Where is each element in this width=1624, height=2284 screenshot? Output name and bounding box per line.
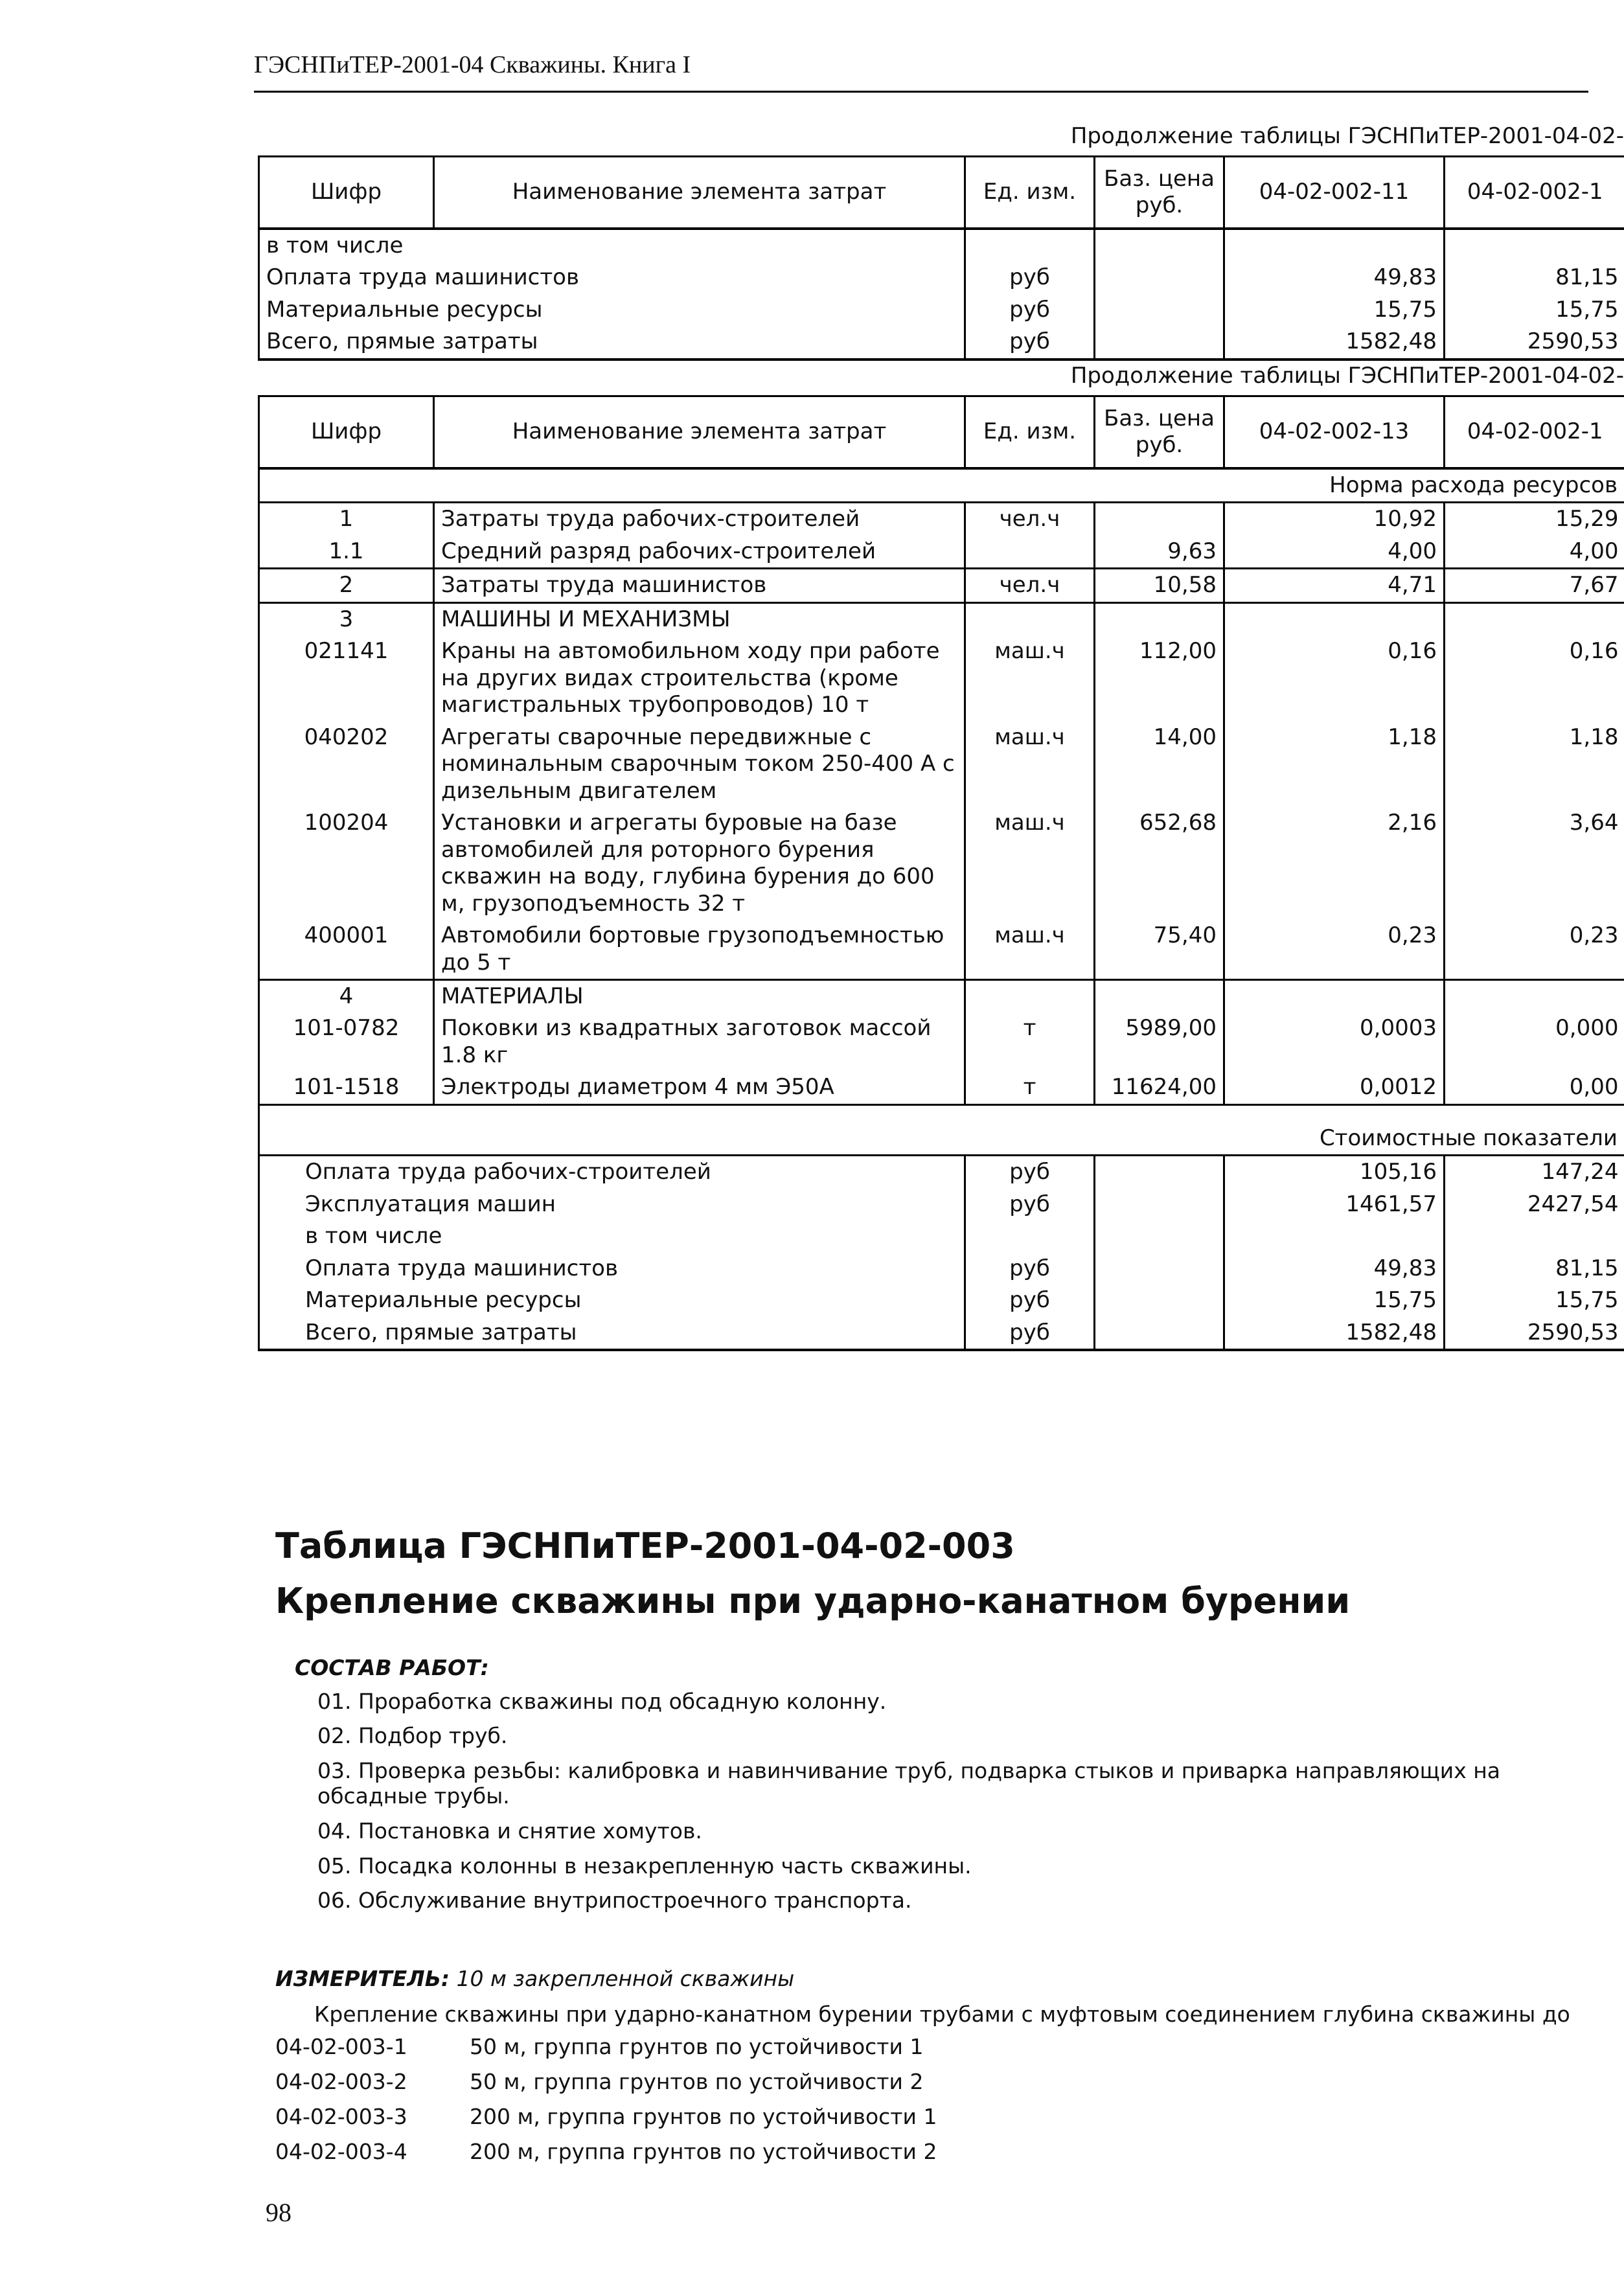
row-v1: 0,23: [1224, 920, 1445, 979]
table-row: [259, 1317, 1624, 1350]
row-code: 4: [259, 979, 434, 1012]
code-text: 200 м, группа грунтов по устойчивости 2: [470, 2139, 937, 2164]
list-item: [275, 2069, 937, 2104]
row-v2: 3,64: [1445, 807, 1624, 920]
row-unit: [965, 229, 1095, 262]
row-price: 75,40: [1095, 920, 1224, 979]
row-v1: 105,16: [1224, 1156, 1445, 1189]
row-code: 2: [259, 569, 434, 602]
row-name: Оплата труда машинистов: [259, 262, 965, 293]
code-text: 50 м, группа грунтов по устойчивости 2: [470, 2069, 924, 2094]
row-v2: [1445, 1220, 1624, 1252]
table-2-header-row: [259, 396, 1624, 469]
table-row: [259, 1253, 1624, 1285]
row-name: Средний разряд рабочих-строителей: [434, 536, 965, 569]
row-price: 10,58: [1095, 569, 1224, 602]
row-unit: руб: [965, 1317, 1095, 1350]
table-row: [259, 326, 1624, 359]
measure-label: ИЗМЕРИТЕЛЬ:: [275, 1966, 450, 1991]
row-code: 1: [259, 503, 434, 536]
row-price: 5989,00: [1095, 1012, 1224, 1071]
row-v1: 4,71: [1224, 569, 1445, 602]
list-item: [275, 2139, 937, 2174]
table-row: [259, 229, 1624, 262]
row-v2: 2590,53: [1445, 1317, 1624, 1350]
row-name: Эксплуатация машин: [259, 1189, 965, 1220]
row-name: Установки и агрегаты буровые на базе автомобилей для роторного бурения скважин на воду, глубина бурения до 600 м, грузоподъемность 32 т: [434, 807, 965, 920]
row-unit: [965, 1220, 1095, 1252]
col-header-v2: 04-02-002-1: [1445, 157, 1624, 229]
row-v1: 10,92: [1224, 503, 1445, 536]
row-unit: чел.ч: [965, 569, 1095, 602]
row-unit: руб: [965, 326, 1095, 359]
row-v1: 49,83: [1224, 1253, 1445, 1285]
row-v2: 15,75: [1445, 1285, 1624, 1316]
row-name: Материальные ресурсы: [259, 1285, 965, 1316]
row-unit: маш.ч: [965, 722, 1095, 807]
norm-label: Норма расхода ресурсов: [259, 468, 1624, 503]
table-title: Таблица ГЭСНПиТЕР-2001-04-02-003: [275, 1525, 1015, 1566]
table-1-header-row: [259, 157, 1624, 229]
col-header-code: Шифр: [259, 157, 434, 229]
row-v1: 1,18: [1224, 722, 1445, 807]
table-row: [259, 602, 1624, 635]
row-v2: 2427,54: [1445, 1189, 1624, 1220]
row-unit: руб: [965, 1285, 1095, 1316]
code: 04-02-003-3: [275, 2104, 407, 2129]
row-v2: 1,18: [1445, 722, 1624, 807]
table-row: [259, 536, 1624, 569]
row-price: [1095, 602, 1224, 635]
row-v2: [1445, 979, 1624, 1012]
table-row: [259, 920, 1624, 979]
measure: [275, 1966, 794, 1991]
row-v2: [1445, 602, 1624, 635]
section-subtitle: Крепление скважины при ударно-канатном бурении: [275, 1581, 1351, 1621]
row-name: Агрегаты сварочные передвижные с номинальным сварочным током 250-400 А с дизельным двигателем: [434, 722, 965, 807]
row-price: 11624,00: [1095, 1071, 1224, 1104]
row-price: [1095, 229, 1224, 262]
row-unit: руб: [965, 262, 1095, 293]
table-row: [259, 635, 1624, 721]
row-unit: [965, 536, 1095, 569]
table-row: [259, 1220, 1624, 1252]
row-unit: маш.ч: [965, 920, 1095, 979]
table-2: [258, 363, 1624, 1351]
table-row: [259, 722, 1624, 807]
row-name: Электроды диаметром 4 мм Э50А: [434, 1071, 965, 1104]
list-item: [275, 2034, 937, 2069]
row-v1: [1224, 602, 1445, 635]
row-code: 101-1518: [259, 1071, 434, 1104]
col-header-unit: Ед. изм.: [965, 157, 1095, 229]
table-row: [259, 1012, 1624, 1071]
col-header-name: Наименование элемента затрат: [434, 157, 965, 229]
composition-item: 03. Проверка резьбы: калибровка и навинчивание труб, подварка стыков и приварка направляющих на обсадные трубы.: [317, 1757, 1501, 1809]
row-unit: т: [965, 1071, 1095, 1104]
composition-item: 01. Проработка скважины под обсадную колонну.: [317, 1688, 887, 1714]
table-row: [259, 979, 1624, 1012]
code-list: [275, 2034, 937, 2174]
table-1: [258, 123, 1624, 361]
row-v2: 15,29: [1445, 503, 1624, 536]
composition: [275, 1655, 1616, 1923]
col-header-v1: 04-02-002-13: [1224, 396, 1445, 469]
table-row: [259, 807, 1624, 920]
row-code: 1.1: [259, 536, 434, 569]
composition-item: 02. Подбор труб.: [317, 1723, 508, 1749]
row-v1: 2,16: [1224, 807, 1445, 920]
row-name: Оплата труда рабочих-строителей: [259, 1156, 965, 1189]
row-name: в том числе: [259, 229, 965, 262]
row-v2: 0,16: [1445, 635, 1624, 721]
row-unit: руб: [965, 1189, 1095, 1220]
composition-item: 04. Постановка и снятие хомутов.: [317, 1818, 702, 1844]
row-v1: 1582,48: [1224, 326, 1445, 359]
row-v2: 15,75: [1445, 294, 1624, 326]
row-name: Поковки из квадратных заготовок массой 1.8 кг: [434, 1012, 965, 1071]
row-v1: 15,75: [1224, 1285, 1445, 1316]
table-2-continuation: Продолжение таблицы ГЭСНПиТЕР-2001-04-02-: [1070, 363, 1624, 389]
row-unit: руб: [965, 294, 1095, 326]
row-v1: [1224, 979, 1445, 1012]
row-name: Материальные ресурсы: [259, 294, 965, 326]
row-unit: руб: [965, 1156, 1095, 1189]
row-price: [1095, 294, 1224, 326]
row-v1: 0,16: [1224, 635, 1445, 721]
row-v2: 4,00: [1445, 536, 1624, 569]
table-row: [259, 1156, 1624, 1189]
cost-label: Стоимостные показатели: [259, 1104, 1624, 1155]
row-v2: [1445, 229, 1624, 262]
row-name: Краны на автомобильном ходу при работе на других видах строительства (кроме магистральных трубопроводов) 10 т: [434, 635, 965, 721]
composition-heading: СОСТАВ РАБОТ:: [295, 1655, 489, 1680]
table-1-continuation: Продолжение таблицы ГЭСНПиТЕР-2001-04-02-: [1070, 123, 1624, 149]
description: Крепление скважины при ударно-канатном бурении трубами с муфтовым соединением глубина скважины до: [314, 2002, 1570, 2027]
row-v1: 4,00: [1224, 536, 1445, 569]
row-name: МАТЕРИАЛЫ: [434, 979, 965, 1012]
table-row: [259, 503, 1624, 536]
row-name: Затраты труда машинистов: [434, 569, 965, 602]
row-name: МАШИНЫ И МЕХАНИЗМЫ: [434, 602, 965, 635]
table-2-grid: [258, 395, 1624, 1351]
row-code: 021141: [259, 635, 434, 721]
measure-value: 10 м закрепленной скважины: [456, 1966, 795, 1991]
row-name: в том числе: [259, 1220, 965, 1252]
row-name: Всего, прямые затраты: [259, 1317, 965, 1350]
row-unit: [965, 979, 1095, 1012]
col-header-unit: Ед. изм.: [965, 396, 1095, 469]
row-v2: 0,23: [1445, 920, 1624, 979]
row-v1: 1461,57: [1224, 1189, 1445, 1220]
row-v2: 0,000: [1445, 1012, 1624, 1071]
col-header-v1: 04-02-002-11: [1224, 157, 1445, 229]
code: 04-02-003-1: [275, 2034, 407, 2059]
col-header-price: Баз. цена руб.: [1095, 396, 1224, 469]
col-header-price: Баз. цена руб.: [1095, 157, 1224, 229]
row-name: Оплата труда машинистов: [259, 1253, 965, 1285]
row-v1: [1224, 229, 1445, 262]
code-text: 200 м, группа грунтов по устойчивости 1: [470, 2104, 937, 2129]
row-name: Автомобили бортовые грузоподъемностью до 5 т: [434, 920, 965, 979]
row-v2: 2590,53: [1445, 326, 1624, 359]
composition-item: 06. Обслуживание внутрипостроечного транспорта.: [317, 1888, 912, 1913]
row-unit: маш.ч: [965, 635, 1095, 721]
row-v2: 147,24: [1445, 1156, 1624, 1189]
row-code: 101-0782: [259, 1012, 434, 1071]
row-code: 400001: [259, 920, 434, 979]
row-unit: т: [965, 1012, 1095, 1071]
row-name: Всего, прямые затраты: [259, 326, 965, 359]
list-item: [275, 2104, 937, 2139]
row-price: [1095, 503, 1224, 536]
row-v1: 1582,48: [1224, 1317, 1445, 1350]
row-v1: 0,0003: [1224, 1012, 1445, 1071]
row-v1: 0,0012: [1224, 1071, 1445, 1104]
row-unit: маш.ч: [965, 807, 1095, 920]
row-code: 100204: [259, 807, 434, 920]
row-price: 9,63: [1095, 536, 1224, 569]
code: 04-02-003-2: [275, 2069, 407, 2094]
table-row: [259, 1071, 1624, 1104]
table-row: [259, 569, 1624, 602]
row-v2: 81,15: [1445, 262, 1624, 293]
row-code: 3: [259, 602, 434, 635]
row-price: 652,68: [1095, 807, 1224, 920]
page-header: ГЭСНПиТЕР-2001-04 Скважины. Книга I: [254, 51, 691, 78]
code: 04-02-003-4: [275, 2139, 407, 2164]
page-number: 98: [266, 2198, 292, 2227]
row-v2: 81,15: [1445, 1253, 1624, 1285]
row-price: 112,00: [1095, 635, 1224, 721]
row-unit: [965, 602, 1095, 635]
table-row: [259, 262, 1624, 293]
composition-item: 05. Посадка колонны в незакрепленную часть скважины.: [317, 1853, 972, 1879]
row-name: Затраты труда рабочих-строителей: [434, 503, 965, 536]
cost-label-row: [259, 1104, 1624, 1155]
col-header-v2: 04-02-002-1: [1445, 396, 1624, 469]
row-v2: 0,00: [1445, 1071, 1624, 1104]
norm-label-row: [259, 468, 1624, 503]
row-price: 14,00: [1095, 722, 1224, 807]
row-price: [1095, 979, 1224, 1012]
table-1-grid: [258, 155, 1624, 361]
row-price: [1095, 262, 1224, 293]
header-rule: [254, 91, 1588, 93]
row-price: [1095, 326, 1224, 359]
row-unit: руб: [965, 1253, 1095, 1285]
table-row: [259, 1285, 1624, 1316]
row-v2: 7,67: [1445, 569, 1624, 602]
table-row: [259, 1189, 1624, 1220]
row-v1: 15,75: [1224, 294, 1445, 326]
table-row: [259, 294, 1624, 326]
row-v1: [1224, 1220, 1445, 1252]
row-code: 040202: [259, 722, 434, 807]
col-header-name: Наименование элемента затрат: [434, 396, 965, 469]
row-v1: 49,83: [1224, 262, 1445, 293]
col-header-code: Шифр: [259, 396, 434, 469]
code-text: 50 м, группа грунтов по устойчивости 1: [470, 2034, 924, 2059]
row-unit: чел.ч: [965, 503, 1095, 536]
